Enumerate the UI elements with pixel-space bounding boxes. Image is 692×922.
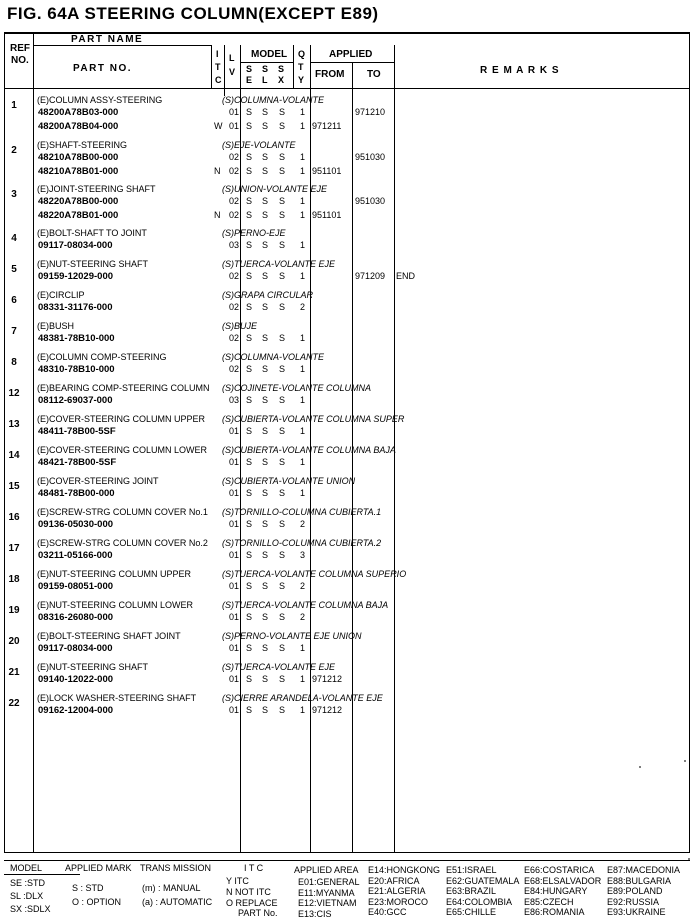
model-se-mark: S (246, 488, 253, 498)
applied-area-code: E11:MYANMA (298, 887, 355, 898)
part-name: (E)SHAFT-STEERING (37, 140, 128, 150)
applied-area-code: E86:ROMANIA (524, 907, 585, 917)
model-sx-mark: S (279, 395, 286, 405)
lv-code: 01 (229, 426, 240, 436)
applied-area-code: E51:ISRAEL (446, 865, 497, 875)
legend-applied-mark-title: APPLIED MARK (65, 863, 132, 873)
model-sx-mark: S (279, 674, 286, 684)
part-name-spanish: (S)TUERCA-VOLANTE COLUMNA BAJA (222, 600, 389, 610)
part-name: (E)BUSH (37, 321, 75, 331)
from-header: FROM (315, 69, 345, 80)
model-sl-mark: S (262, 271, 269, 281)
col-divider (240, 62, 293, 63)
applied-from: 971212 (312, 674, 343, 684)
model-header: MODEL (251, 49, 288, 60)
legend-model-sx: SX :SDLX (10, 904, 51, 914)
lv-code: 01 (229, 612, 240, 622)
applied-area-code: E64:COLOMBIA (446, 896, 513, 907)
part-number: 09117-08034-000 (38, 240, 113, 251)
table-right-border (689, 32, 690, 852)
ref-number: 22 (8, 698, 20, 709)
to-header: TO (367, 69, 381, 80)
applied-to: 951030 (355, 152, 386, 162)
part-number: 48220A78B01-000 (38, 210, 119, 221)
model-sx-mark: S (279, 121, 286, 131)
part-number: 09159-08051-000 (38, 581, 114, 592)
part-name-spanish: (S)TUERCA-VOLANTE COLUMNA SUPERIO (222, 569, 407, 579)
model-sx-mark: S (279, 196, 286, 206)
itc-header-c: C (215, 75, 222, 85)
applied-area-code: E40:GCC (368, 907, 407, 917)
model-sl-mark: S (262, 152, 269, 162)
model-se-mark: S (246, 166, 253, 176)
lv-code: 03 (229, 240, 240, 250)
part-number: 48481-78B00-000 (38, 488, 115, 499)
legend-trans-automatic: (a) : AUTOMATIC (142, 897, 213, 907)
legend-mark-option: O : OPTION (72, 897, 122, 907)
part-number: 48220A78B00-000 (38, 196, 119, 207)
part-name-spanish: (S)TUERCA-VOLANTE EJE (222, 259, 336, 269)
ref-number: 14 (8, 450, 20, 461)
model-se-mark: S (246, 210, 253, 220)
quantity: 2 (300, 302, 306, 312)
itc-code: W (214, 121, 223, 131)
model-sl-1: S (262, 64, 269, 74)
part-number: 09117-08034-000 (38, 643, 113, 654)
quantity: 1 (300, 488, 306, 498)
ref-number: 18 (8, 574, 20, 585)
col-divider (293, 45, 294, 88)
lv-code: 01 (229, 643, 240, 653)
model-sl-2: L (262, 75, 268, 85)
part-number: 48200A78B03-000 (38, 107, 119, 118)
ref-number: 3 (11, 189, 17, 200)
model-se-mark: S (246, 705, 253, 715)
quantity: 3 (300, 550, 306, 560)
ref-number: 15 (8, 481, 20, 492)
model-sx-1: S (278, 64, 285, 74)
model-sx-mark: S (279, 550, 286, 560)
quantity: 1 (300, 240, 306, 250)
lv-code: 02 (229, 196, 240, 206)
model-sl-mark: S (262, 488, 269, 498)
col-divider (33, 88, 34, 852)
model-se-mark: S (246, 271, 253, 281)
remarks-header: R E M A R K S (480, 65, 560, 76)
applied-area-code: E62:GUATEMALA (446, 875, 520, 886)
lv-code: 01 (229, 107, 240, 117)
quantity: 1 (300, 643, 306, 653)
part-name-spanish: (S)EJE-VOLANTE (222, 140, 296, 150)
qty-header-t: T (298, 62, 304, 72)
part-name: (E)COVER-STEERING JOINT (37, 476, 159, 486)
col-divider (240, 45, 241, 88)
legend-applied-area-title: APPLIED AREA (294, 865, 359, 875)
part-number: 48310-78B10-000 (38, 364, 115, 375)
quantity: 2 (300, 612, 306, 622)
model-se-mark: S (246, 581, 253, 591)
lv-code: 01 (229, 457, 240, 467)
part-name-spanish: (S)CUBIERTA-VOLANTE COLUMNA SUPER (222, 414, 405, 424)
table-bottom-border (4, 852, 690, 853)
model-sl-mark: S (262, 581, 269, 591)
lv-code: 02 (229, 333, 240, 343)
model-sl-mark: S (262, 705, 269, 715)
part-name: (E)BOLT-SHAFT TO JOINT (37, 228, 147, 238)
lv-code: 02 (229, 152, 240, 162)
applied-to: 971210 (355, 107, 386, 117)
legend-model-se: SE :STD (10, 878, 46, 888)
quantity: 2 (300, 519, 306, 529)
lv-code: 01 (229, 581, 240, 591)
applied-area-code: E66:COSTARICA (524, 865, 595, 875)
ref-number: 7 (11, 326, 17, 337)
model-se-mark: S (246, 107, 253, 117)
part-no-header: PART NO. (73, 63, 133, 74)
quantity: 1 (300, 152, 306, 162)
part-name: (E)BOLT-STEERING SHAFT JOINT (37, 631, 181, 641)
applied-to: 971209 (355, 271, 386, 281)
model-se-mark: S (246, 612, 253, 622)
part-number: 08112-69037-000 (38, 395, 113, 406)
ref-number: 1 (11, 100, 17, 111)
model-sx-mark: S (279, 271, 286, 281)
part-name: (E)COLUMN ASSY-STEERING (37, 95, 163, 105)
legend-itc-o: O REPLACE (226, 898, 278, 908)
quantity: 1 (300, 364, 306, 374)
scan-dot (639, 766, 641, 768)
model-sl-mark: S (262, 364, 269, 374)
model-sx-mark: S (279, 612, 286, 622)
model-sx-mark: S (279, 426, 286, 436)
model-se-mark: S (246, 643, 253, 653)
lv-code: 01 (229, 519, 240, 529)
model-se-mark: S (246, 302, 253, 312)
model-sl-mark: S (262, 550, 269, 560)
model-se-mark: S (246, 240, 253, 250)
model-sl-mark: S (262, 519, 269, 529)
model-se-mark: S (246, 395, 253, 405)
quantity: 1 (300, 271, 306, 281)
ref-number: 13 (8, 419, 20, 430)
model-sx-mark: S (279, 457, 286, 467)
ref-number: 5 (11, 264, 17, 275)
model-sl-mark: S (262, 166, 269, 176)
legend-trans-manual: (m) : MANUAL (142, 883, 201, 893)
quantity: 1 (300, 166, 306, 176)
part-name: (E)JOINT-STEERING SHAFT (37, 184, 156, 194)
lv-code: 02 (229, 166, 240, 176)
col-divider (352, 88, 353, 852)
part-name-spanish: (S)CIERRE ARANDELA-VOLANTE EJE (222, 693, 383, 703)
applied-area-code: E84:HUNGARY (524, 886, 588, 896)
part-name-spanish: (S)COLUMNA-VOLANTE (222, 95, 325, 105)
ref-number: 2 (11, 145, 17, 156)
part-name-spanish: (S)CUBIERTA-VOLANTE COLUMNA BAJA (222, 445, 396, 455)
ref-number: 20 (8, 636, 20, 647)
model-sx-mark: S (279, 107, 286, 117)
col-divider (33, 45, 211, 46)
model-sx-mark: S (279, 488, 286, 498)
lv-code: 01 (229, 550, 240, 560)
col-divider (211, 45, 212, 88)
part-name: (E)COVER-STEERING COLUMN LOWER (37, 445, 208, 455)
model-sl-mark: S (262, 121, 269, 131)
ref-header-2: NO. (11, 55, 29, 66)
legend-divider (4, 874, 80, 875)
qty-header-y: Y (298, 75, 305, 85)
applied-area-code: E92:RUSSIA (607, 896, 660, 907)
legend-itc-y: Y ITC (226, 876, 249, 886)
itc-code: N (214, 210, 221, 220)
applied-area-code: E12:VIETNAM (298, 898, 357, 908)
ref-number: 4 (11, 233, 17, 244)
part-name-spanish: (S)UNION-VOLANTE EJE (222, 184, 328, 194)
part-name-spanish: (S)COLUMNA-VOLANTE (222, 352, 325, 362)
lv-code: 01 (229, 488, 240, 498)
model-se-mark: S (246, 426, 253, 436)
quantity: 1 (300, 674, 306, 684)
part-number: 09140-12022-000 (38, 674, 114, 685)
part-name-spanish: (S)COJINETE-VOLANTE COLUMNA (222, 383, 372, 393)
quantity: 1 (300, 705, 306, 715)
model-sl-mark: S (262, 643, 269, 653)
col-divider (224, 45, 225, 88)
model-sx-mark: S (279, 364, 286, 374)
model-se-mark: S (246, 519, 253, 529)
col-divider (310, 45, 311, 88)
model-se-mark: S (246, 196, 253, 206)
ref-number: 19 (8, 605, 20, 616)
lv-header-v: V (229, 67, 236, 77)
model-se-mark: S (246, 152, 253, 162)
lv-code: 01 (229, 121, 240, 131)
part-name: (E)NUT-STEERING SHAFT (37, 259, 149, 269)
applied-header: APPLIED (329, 49, 373, 60)
applied-area-code: E20:AFRICA (368, 875, 420, 886)
model-sl-mark: S (262, 240, 269, 250)
applied-area-code: E87:MACEDONIA (607, 865, 681, 875)
part-name: (E)BEARING COMP-STEERING COLUMN (37, 383, 210, 393)
part-number: 09162-12004-000 (38, 705, 114, 716)
model-sx-mark: S (279, 240, 286, 250)
part-number: 08331-31176-000 (38, 302, 113, 313)
model-se-mark: S (246, 364, 253, 374)
part-name: (E)SCREW-STRG COLUMN COVER No.1 (37, 507, 208, 517)
col-divider (352, 62, 353, 88)
quantity: 1 (300, 121, 306, 131)
part-number: 09136-05030-000 (38, 519, 114, 530)
quantity: 1 (300, 107, 306, 117)
applied-to: 951030 (355, 196, 386, 206)
model-sl-mark: S (262, 196, 269, 206)
part-number: 03211-05166-000 (38, 550, 113, 561)
legend-model-sl: SL :DLX (10, 891, 44, 901)
ref-number: 8 (11, 357, 17, 368)
model-sx-mark: S (279, 643, 286, 653)
col-divider (394, 88, 395, 852)
applied-area-code: E93:UKRAINE (607, 907, 666, 917)
lv-code: 01 (229, 705, 240, 715)
part-number: 08316-26080-000 (38, 612, 114, 623)
part-name: (E)COVER-STEERING COLUMN UPPER (37, 414, 206, 424)
ref-number: 21 (8, 667, 20, 678)
part-name-spanish: (S)PERNO-VOLANTE EJE UNION (222, 631, 362, 641)
ref-number: 16 (8, 512, 20, 523)
part-name: (E)LOCK WASHER-STEERING SHAFT (37, 693, 197, 703)
model-se-1: S (246, 64, 253, 74)
part-number: 48421-78B00-5SF (38, 457, 117, 468)
applied-area-code: E14:HONGKONG (368, 865, 441, 875)
lv-code: 01 (229, 674, 240, 684)
lv-code: 03 (229, 395, 240, 405)
lv-code: 02 (229, 210, 240, 220)
part-name-spanish: (S)BUJE (222, 321, 258, 331)
part-number: 48210A78B00-000 (38, 152, 119, 163)
model-se-mark: S (246, 333, 253, 343)
part-number: 48210A78B01-000 (38, 166, 119, 177)
page-title: FIG. 64A STEERING COLUMN(EXCEPT E89) (7, 4, 379, 23)
model-se-2: E (246, 75, 253, 85)
legend-itc-n: N NOT ITC (226, 887, 271, 897)
legend-transmission-title: TRANS MISSION (140, 863, 212, 873)
itc-header-t: T (215, 62, 221, 72)
quantity: 1 (300, 426, 306, 436)
ref-header: REF (10, 43, 30, 54)
model-se-mark: S (246, 674, 253, 684)
applied-from: 971211 (312, 121, 342, 131)
model-sx-mark: S (279, 210, 286, 220)
part-number: 48381-78B10-000 (38, 333, 115, 344)
model-sl-mark: S (262, 302, 269, 312)
part-name: (E)NUT-STEERING SHAFT (37, 662, 149, 672)
applied-from: 971212 (312, 705, 343, 715)
itc-code: N (214, 166, 221, 176)
legend-top-border (4, 860, 690, 861)
model-sl-mark: S (262, 457, 269, 467)
ref-number: 12 (8, 388, 20, 399)
lv-code: 02 (229, 271, 240, 281)
part-name-spanish: (S)TORNILLO-COLUMNA CUBIERTA.1 (222, 507, 382, 517)
model-sx-2: X (278, 75, 285, 85)
quantity: 1 (300, 196, 306, 206)
part-name-header: PART NAME (71, 34, 144, 45)
remarks: END (396, 271, 416, 281)
quantity: 1 (300, 210, 306, 220)
part-name: (E)NUT-STEERING COLUMN LOWER (37, 600, 194, 610)
model-sx-mark: S (279, 519, 286, 529)
col-divider (33, 32, 34, 88)
model-sx-mark: S (279, 166, 286, 176)
model-sx-mark: S (279, 152, 286, 162)
applied-area-code: E01:GENERAL (298, 877, 360, 887)
part-name: (E)SCREW-STRG COLUMN COVER No.2 (37, 538, 208, 548)
legend-model-title: MODEL (10, 863, 43, 873)
part-name-spanish: (S)TUERCA-VOLANTE EJE (222, 662, 336, 672)
model-sx-mark: S (279, 302, 286, 312)
lv-header-l: L (229, 53, 235, 63)
applied-from: 951101 (312, 210, 342, 220)
legend-mark-std: S : STD (72, 883, 104, 893)
applied-area-code: E63:BRAZIL (446, 886, 497, 896)
model-se-mark: S (246, 121, 253, 131)
model-sl-mark: S (262, 395, 269, 405)
model-sl-mark: S (262, 674, 269, 684)
applied-area-code: E88:BULGARIA (607, 875, 672, 886)
part-number: 09159-12029-000 (38, 271, 114, 282)
applied-area-code: E23:MOROCO (368, 896, 429, 907)
model-se-mark: S (246, 457, 253, 467)
legend-itc-part-no: PART No. (238, 908, 278, 918)
lv-code: 02 (229, 302, 240, 312)
part-name: (E)NUT-STEERING COLUMN UPPER (37, 569, 192, 579)
quantity: 2 (300, 581, 306, 591)
qty-header-q: Q (298, 49, 306, 59)
part-name-spanish: (S)PERNO-EJE (222, 228, 286, 238)
applied-from: 951101 (312, 166, 342, 176)
part-number: 48200A78B04-000 (38, 121, 119, 132)
part-name: (E)COLUMN COMP-STEERING (37, 352, 167, 362)
applied-area-code: E13:CIS (298, 908, 332, 919)
col-divider (310, 88, 311, 852)
quantity: 1 (300, 395, 306, 405)
model-se-mark: S (246, 550, 253, 560)
scan-dot (684, 760, 686, 762)
part-name-spanish: (S)CUBIERTA-VOLANTE UNION (222, 476, 356, 486)
applied-area-code: E85:CZECH (524, 896, 574, 907)
ref-number: 17 (8, 543, 20, 554)
legend-itc-title: I T C (244, 863, 264, 873)
applied-area-code: E21:ALGERIA (368, 886, 426, 896)
part-name: (E)CIRCLIP (37, 290, 85, 300)
quantity: 1 (300, 457, 306, 467)
col-divider (394, 45, 395, 88)
lv-code: 02 (229, 364, 240, 374)
model-sl-mark: S (262, 210, 269, 220)
part-name-spanish: (S)TORNILLO-COLUMNA CUBIERTA.2 (222, 538, 382, 548)
model-sx-mark: S (279, 705, 286, 715)
col-divider (240, 88, 241, 852)
model-sl-mark: S (262, 333, 269, 343)
model-sl-mark: S (262, 612, 269, 622)
model-sl-mark: S (262, 426, 269, 436)
quantity: 1 (300, 333, 306, 343)
itc-header-i: I (216, 49, 219, 59)
part-name-spanish: (S)GRAPA CIRCULAR (222, 290, 314, 300)
applied-area-code: E68:ELSALVADOR (524, 875, 602, 886)
header-bottom-border (4, 88, 690, 89)
applied-area-code: E89:POLAND (607, 886, 663, 896)
part-number: 48411-78B00-5SF (38, 426, 116, 437)
ref-number: 6 (11, 295, 17, 306)
applied-area-code: E65:CHILLE (446, 907, 497, 917)
model-sx-mark: S (279, 333, 286, 343)
model-sl-mark: S (262, 107, 269, 117)
model-sx-mark: S (279, 581, 286, 591)
